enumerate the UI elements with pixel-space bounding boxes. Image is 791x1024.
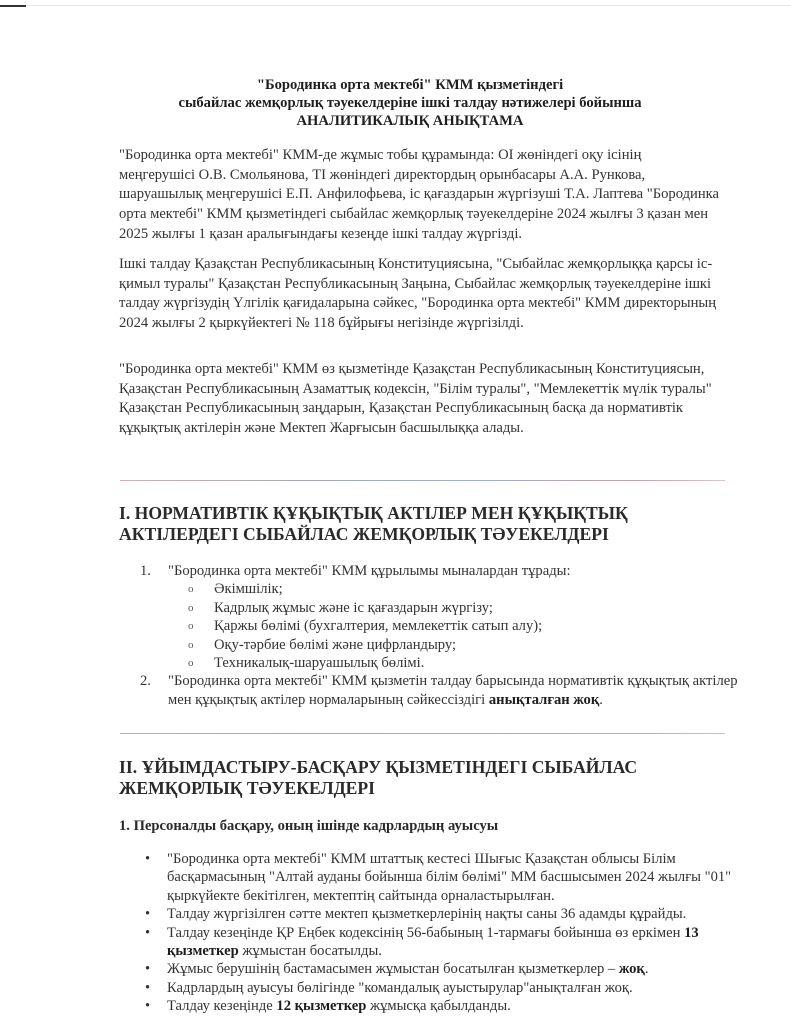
bullet-icon: • — [145, 961, 151, 978]
item-2-text: "Бородинка орта мектебі" КММ қызметін талдау барысында нормативтік құқықтық актілер мен құқықтық актілер нормаларының сәйкессіздігі — [168, 673, 738, 708]
bullet-tail: жұмыстан босатылды. — [238, 943, 382, 960]
section-2-title-line-2: ЖЕМҚОРЛЫҚ ТӘУЕКЕЛДЕРІ — [119, 778, 376, 798]
numbered-item-1 — [140, 562, 740, 672]
document-title — [100, 76, 720, 130]
sub-item-text: Оқу-тәрбие бөлімі және цифрландыру; — [214, 636, 457, 653]
paragraph-legal-basis: Ішкі талдау Қазақстан Республикасының Конституциясына, "Сыбайлас жемқорлыққа қарсы іс-қимыл туралы" Қазақстан Республикасының Заңына, Сыбайлас жемқорлық тәуекелдеріне ішкі талдау жүргізудің Үлгілік қағидаларына сәйкес, "Бородинка орта мектебі" КММ директорының 2024 жылғы 2 қыркүйектегі № 118 бұйрығы негізінде жүргізілді. — [119, 256, 717, 332]
sub-item-text: Кадрлық жұмыс және іс қағаздарын жүргізу; — [214, 599, 493, 616]
circle-bullet-icon: o — [188, 583, 194, 596]
circle-bullet-icon: o — [188, 638, 194, 651]
scan-corner-mark — [0, 5, 26, 7]
bullet-tail: . — [644, 961, 649, 978]
bullet-text: Жұмыс берушінің бастамасымен жұмыстан босатылған қызметкерлер – — [167, 961, 619, 978]
section-1-title-line-1: I. НОРМАТИВТІК ҚҰҚЫҚТЫҚ АКТІЛЕР МЕН ҚҰҚЫҚТЫҚ — [119, 503, 628, 523]
scan-page-edge — [26, 5, 791, 6]
circle-bullet-icon: o — [188, 657, 194, 670]
bullet-icon: • — [145, 979, 151, 996]
bullet-bold: жоқ — [618, 961, 645, 978]
bullet-tail: жұмысқа қабылданды. — [366, 998, 511, 1015]
bullet-text: Кадрлардың ауысуы бөлігінде "командалық ауыстырулар"анықталған жоқ. — [167, 979, 633, 996]
numbered-list — [140, 562, 740, 709]
title-line-1: "Бородинка орта мектебі" КММ қызметіндегі — [256, 77, 564, 93]
circle-bullet-icon: o — [188, 620, 194, 633]
section-2-title — [119, 757, 739, 799]
bullet-item — [145, 850, 745, 905]
title-line-3: АНАЛИТИКАЛЫҚ АНЫҚТАМА — [296, 113, 524, 129]
paragraph-working-group: "Бородинка орта мектебі" КММ-де жұмыс тобы құрамында: ОІ жөніндегі оқу ісінің меңгерушісі О.В. Смольянова, ТІ жөніндегі директордың орынбасары А.А. Рункова, шаруашылық меңгерушісі Е.П. Анфилофьева, іс қағаздарын жүргізуші Т.А. Лаптева "Бородинка орта мектебі" КММ қызметіндегі сыбайлас жемқорлық тәуекелдеріне 2024 жылғы 3 қазан мен 2025 жылғы 1 қазан аралығындағы кезеңде ішкі талдау жүргізді. — [119, 147, 719, 242]
sub-item — [168, 654, 740, 672]
bullet-text: "Бородинка орта мектебі" КММ штаттық кестесі Шығыс Қазақстан облысы Білім басқармасының "Алтай ауданы бойынша білім бөлімі" ММ басшысымен 2024 жылғы "01" қыркүйекте бекітілген, мектептің сайтында орналастырылған. — [167, 851, 732, 904]
sub-item-text: Қаржы бөлімі (бухгалтерия, мемлекеттік сатып алу); — [214, 618, 543, 635]
circle-bullet-icon: o — [188, 601, 194, 614]
title-line-2: сыбайлас жемқорлық тәуекелдеріне ішкі талдау нәтижелері бойынша — [178, 95, 642, 111]
sub-item-text: Техникалық-шаруашылық бөлімі. — [214, 655, 425, 672]
structure-sublist — [168, 580, 740, 672]
bullet-icon: • — [145, 924, 151, 941]
item-2-tail: . — [599, 691, 603, 708]
bullet-text: Талдау кезеңінде — [167, 998, 277, 1015]
sub-item — [168, 599, 740, 617]
paragraph-guiding-acts: "Бородинка орта мектебі" КММ өз қызметінде Қазақстан Республикасының Конституциясын, Қазақстан Республикасының Азаматтық кодексін, "Білім туралы", "Мемлекеттік мүлік туралы" Қазақстан Республикасының заңдарын, Қазақстан Республикасының басқа да нормативтік құқықтық актілерін және Мектеп Жарғысын басшылыққа алады. — [119, 361, 712, 437]
list-number: 2. — [140, 673, 151, 690]
numbered-item-2 — [140, 672, 740, 709]
horizontal-divider — [120, 480, 725, 481]
bullet-item — [145, 960, 745, 978]
sub-item-text: Әкімшілік; — [214, 581, 283, 598]
section-1-title — [119, 503, 739, 545]
bullet-text: Талдау жүргізілген сәтте мектеп қызметкерлерінің нақты саны 36 адамды құрайды. — [167, 906, 687, 923]
section-2-subheading: 1. Персоналды басқару, оның ішінде кадрлардың ауысуы — [119, 818, 499, 834]
bullet-icon: • — [145, 906, 151, 923]
sub-item — [168, 580, 740, 598]
bullet-icon: • — [145, 851, 151, 867]
item-2-bold: анықталған жоқ — [488, 691, 600, 708]
section-1-title-line-2: АКТІЛЕРДЕГІ СЫБАЙЛАС ЖЕМҚОРЛЫҚ ТӘУЕКЕЛДЕРІ — [119, 524, 609, 544]
section-2-title-line-1: II. ҰЙЫМДАСТЫРУ-БАСҚАРУ ҚЫЗМЕТІНДЕГІ СЫБАЙЛАС — [119, 757, 638, 777]
bullet-item — [145, 924, 745, 961]
horizontal-divider — [120, 733, 725, 734]
sub-item — [168, 636, 740, 654]
list-item-text — [168, 672, 740, 709]
list-number: 1. — [140, 563, 151, 579]
bullet-bold: 13 қызметкер — [167, 924, 699, 960]
bullet-item — [145, 905, 745, 923]
bullet-item — [145, 979, 745, 997]
bullet-text: Талдау кезеңінде ҚР Еңбек кодексінің 56-бабының 1-тармағы бойынша өз еркімен — [167, 924, 685, 941]
bullet-bold: 12 қызметкер — [276, 998, 367, 1015]
bullet-icon: • — [145, 998, 151, 1015]
sub-item — [168, 617, 740, 635]
list-item-text: "Бородинка орта мектебі" КММ құрылымы мыналардан тұрады: — [168, 563, 571, 579]
bullet-item — [145, 997, 745, 1015]
bullet-list — [145, 850, 745, 1016]
